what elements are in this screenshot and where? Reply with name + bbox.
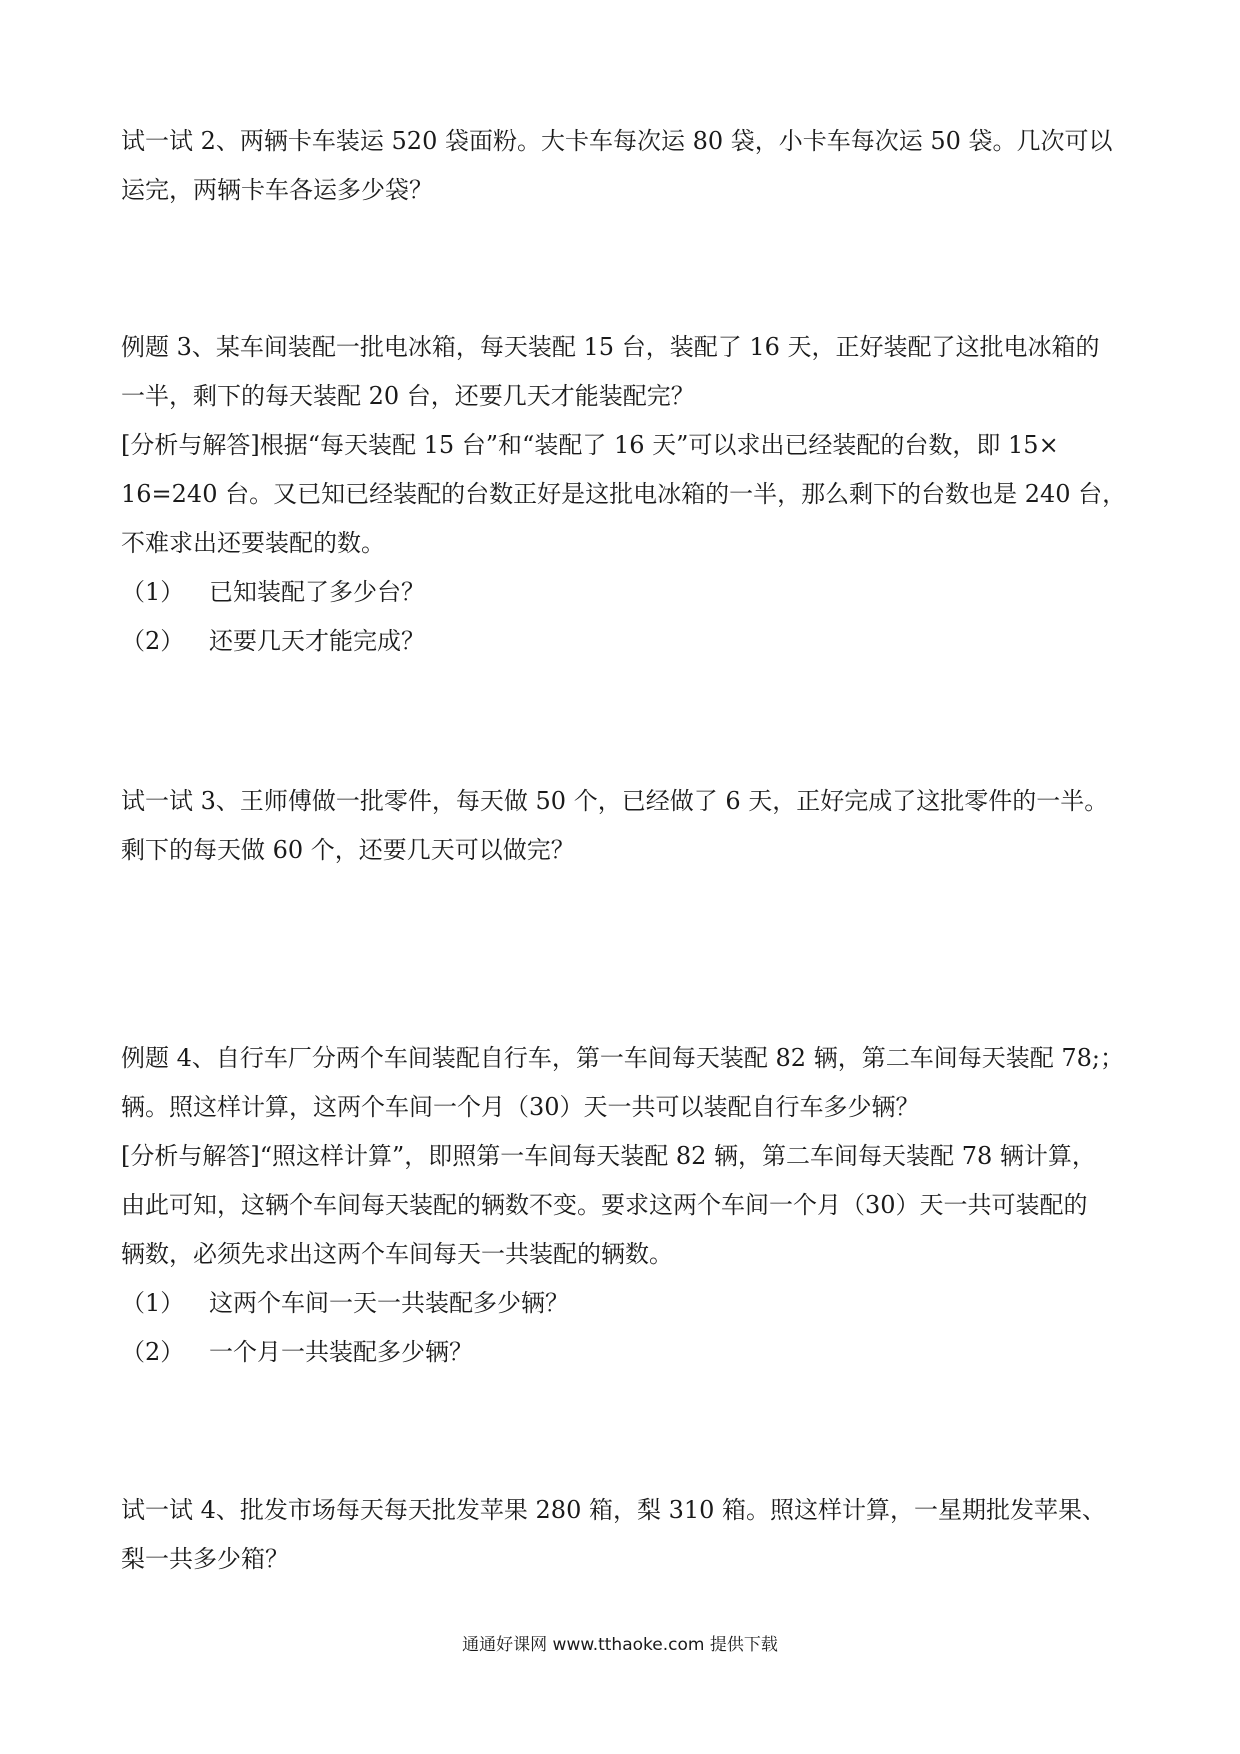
- problem-shiyishi-4: [121, 1486, 1131, 1584]
- sub-question: [121, 568, 1131, 617]
- sub-question-text: 还要几天才能完成？: [209, 627, 425, 655]
- text-line: 辆数，必须先求出这两个车间每天一共装配的辆数。: [121, 1240, 673, 1268]
- text-line: 一半，剩下的每天装配 20 台，还要几天才能装配完？: [121, 382, 695, 410]
- text-line: 例题 4、自行车厂分两个车间装配自行车，第一车间每天装配 82 辆，第二车间每天装配 78;；: [121, 1044, 1124, 1072]
- text-line: 运完，两辆卡车各运多少袋？: [121, 176, 433, 204]
- text-line: [分析与解答]根据“每天装配 15 台”和“装配了 16 天”可以求出已经装配的台数，即 15×: [121, 431, 1059, 459]
- sub-question-number: （1）: [121, 1289, 185, 1317]
- text-line: 辆。照这样计算，这两个车间一个月（30）天一共可以装配自行车多少辆？: [121, 1093, 920, 1121]
- sub-question-number: （2）: [121, 1338, 185, 1366]
- text-line: 剩下的每天做 60 个，还要几天可以做完？: [121, 836, 575, 864]
- text-line: [分析与解答]“照这样计算”，即照第一车间每天装配 82 辆，第二车间每天装配 78 辆计算，: [121, 1142, 1096, 1170]
- text-line: 例题 3、某车间装配一批电冰箱，每天装配 15 台，装配了 16 天，正好装配了这批电冰箱的: [121, 333, 1100, 361]
- text-line: 不难求出还要装配的数。: [121, 529, 385, 557]
- sub-question-text: 这两个车间一天一共装配多少辆？: [209, 1289, 569, 1317]
- text-line: 试一试 4、批发市场每天每天批发苹果 280 箱，梨 310 箱。照这样计算，一星期批发苹果、: [121, 1496, 1107, 1524]
- problem-liti-3: [121, 323, 1131, 666]
- text-line: 由此可知，这辆个车间每天装配的辆数不变。要求这两个车间一个月（30）天一共可装配的: [121, 1191, 1088, 1219]
- sub-question: [121, 617, 1131, 666]
- sub-question-number: （2）: [121, 627, 185, 655]
- sub-question-number: （1）: [121, 578, 185, 606]
- text-line: 16=240 台。又已知已经装配的台数正好是这批电冰箱的一半，那么剩下的台数也是 240 台，: [121, 480, 1127, 508]
- problem-shiyishi-3: [121, 777, 1131, 875]
- sub-question: [121, 1279, 1131, 1328]
- text-line: 试一试 2、两辆卡车装运 520 袋面粉。大卡车每次运 80 袋，小卡车每次运 50 袋。几次可以: [121, 127, 1113, 155]
- problem-shiyishi-2: [121, 117, 1131, 215]
- text-line: 试一试 3、王师傅做一批零件，每天做 50 个，已经做了 6 天，正好完成了这批零件的一半。: [121, 787, 1109, 815]
- problem-liti-4: [121, 1034, 1131, 1377]
- sub-question: [121, 1328, 1131, 1377]
- sub-question-text: 已知装配了多少台？: [209, 578, 425, 606]
- page-footer: 通通好课网 www.tthaoke.com 提供下载: [462, 1635, 778, 1655]
- text-line: 梨一共多少箱？: [121, 1545, 289, 1573]
- sub-question-text: 一个月一共装配多少辆？: [209, 1338, 473, 1366]
